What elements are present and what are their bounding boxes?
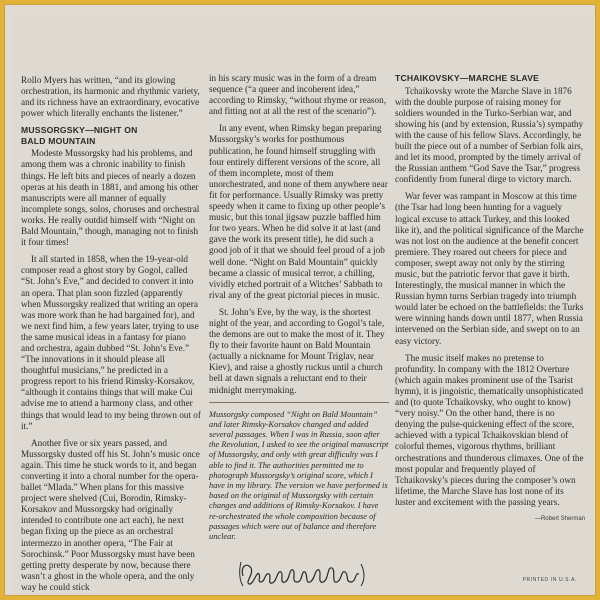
column-middle (209, 73, 389, 593)
paragraph: Modeste Mussorgsky had his problems, and among them was a chronic inability to finish things. He left bits and pieces of nearly a dozen operas at his death in 1881, and among his other manuscripts were all manner of equally incomplete songs, solos, choruses and orchestral works. He really outdid himself with “Night on Bald Mountain,” though, managing not to finish it four times! (21, 148, 200, 248)
paragraph: The music itself makes no pretense to profundity. In company with the 1812 Overture (which again makes prominent use of the Tsarist hymn), it is jingoistic, thematically unsophisticated and (to quote Tchaikovsky, who ought to know) “very noisy.” On the other hand, there is no denying the pulse-quickening effect of the score, achieved with a typical Tchaikovskian blend of colorful themes, vigorous rhythms, brilliant orchestrations and thunderous climaxes. One of the most popular and frequently played of Tchaikovsky’s pieces during the composer’s own lifetime, the Marche Slave has lost none of its luster and excitement with the passing years. (395, 352, 584, 507)
liner-notes-panel (13, 15, 593, 595)
album-back-cover (4, 4, 596, 596)
printed-in-label: PRINTED IN U.S.A. (522, 577, 577, 583)
intro-paragraph: Rollo Myers has written, “and its glowing orchestration, its harmonic and rhythmic variety, and its richness have an extraordinary, evocative power which literally enchants the listener.” (21, 75, 200, 119)
paragraph: St. John’s Eve, by the way, is the shortest night of the year, and according to Gogol’s tale, the demons are out to make the most of it. They fly to their favorite haunt on Bald Mountain (actually a nickname for Mount Triglav, near Kiev), and raise a ghostly ruckus until a church bell at dawn signals a reluctant end to their midnight merrymaking. (209, 306, 385, 395)
paragraph: It all started in 1858, when the 19-year-old composer read a ghost story by Gogol, called “St. John’s Eve,” and decided to convert it into an opera. That plan soon fizzled (apparently when Mussorgsky realized that writing an opera was more work than he had bargained for), and we next find him, a few years later, trying to use the same musical ideas in a fantasy for piano and orchestra, again dubbed “St. John’s Eve.” “The innovations in it should please all thoughtful musicians,” he predicted in a progress report to his friend Rimsky-Korsakov, “although it contains things that will make Cui advise me to attend a harmony class, and other things that would lead to my being thrown out of it.” (21, 254, 201, 431)
heading-line-1: MUSSORGSKY—NIGHT ON (21, 125, 138, 136)
column-left (21, 75, 201, 599)
paragraph: in his scary music was in the form of a dream sequence (“a queer and incoherent idea,” according to Rimsky, “without rhyme or reason, and fitting not at all the rest of the scenario”). (209, 73, 386, 117)
heading-line-2: BALD MOUNTAIN (21, 135, 96, 146)
paragraph: In any event, when Rimsky began preparing Mussorgsky’s works for posthumous publication, he found himself struggling with four entirely different versions of the score, all of them incomplete, most of them unorchestrated, and none of them anywhere near fit for performance. Usually Rimsky was pretty speedy when it came to fixing up other people’s music, but this tonal jigsaw puzzle baffled him for two years. When he did solve it at last (and gave the work its present title), he did such a good job of it that we should feel proud of a job well done. “Night on Bald Mountain” quickly became a classic of musical terror, a chilling, vividly etched portrait of a Witches’ Sabbath to rival any of the great pictorial pieces in music. (209, 123, 388, 300)
conductor-note-text: Mussorgsky composed “Night on Bald Mountain” and later Rimsky-Korsakov changed and added several passages. When I was in Russia, soon after the Revolution, I asked to see the original manuscript of Mussorgsky, and only with great difficulty was I able to find it. The authorities permitted me to photograph Mussorgsky’s original score, which I have in my library. The version we have performed is based on the original of Mussorgsky with certain changes and additions of Rimsky-Korsakov. I have re-orchestrated the whole composition because of passages which were out of balance and therefore unclear. (209, 409, 389, 542)
author-credit: —Robert Sherman (534, 515, 585, 522)
section-heading-mussorgsky (21, 125, 201, 146)
signature-image (237, 556, 367, 590)
column-right (395, 73, 585, 525)
paragraph: Another five or six years passed, and Mussorgsky dusted off his St. John’s music once again. This time he stuck words to it, and began converting it into a choral number for the opera-ballet “Mlada.” When plans for this massive project were shelved (Cui, Borodin, Rimsky-Korsakov and Mussorgsky had originally intended to contribute one act each), he next began fixing up the piece as an orchestral intermezzo in another opera, “The Fair at Sorochinsk.” Poor Mussorgsky must have been getting pretty desperate by now, because there wasn’t a ghost in the whole opera, and the only way he could stick (21, 437, 200, 592)
section-heading-tchaikovsky: TCHAIKOVSKY—MARCHE SLAVE (395, 73, 540, 83)
conductor-note (209, 402, 389, 543)
paragraph: War fever was rampant in Moscow at this time (the Tsar had long been hunting for a vaguely logical excuse to attack Turkey, and this looked like it), and the political significance of the Marche was not lost on the audience at the benefit concert premiere. They roared out cheers for piece and composer, swept away not only by the stirring music, but the patriotic fervor that gave it birth. Interestingly, the musical manner in which the Russian hymn turns Serbian tragedy into triumph would later be echoed on the battlefields: the Turks were winning hands down until 1877, when Russia intervened on the Serbian side, and swept on to an easy victory. (395, 191, 584, 346)
paragraph: Tchaikovsky wrote the Marche Slave in 1876 with the double purpose of raising money for soldiers wounded in the Turko-Serbian war, and showing his (and by extension, Russia’s) sympathy with the cause of his fellow Slavs. Accordingly, he built the piece out of a number of Serbian folk airs, and let its mood, prompted by the timely arrival of the Russian anthem “God Save the Tsar,” progress confidently from funeral dirge to victory march. (395, 85, 584, 185)
